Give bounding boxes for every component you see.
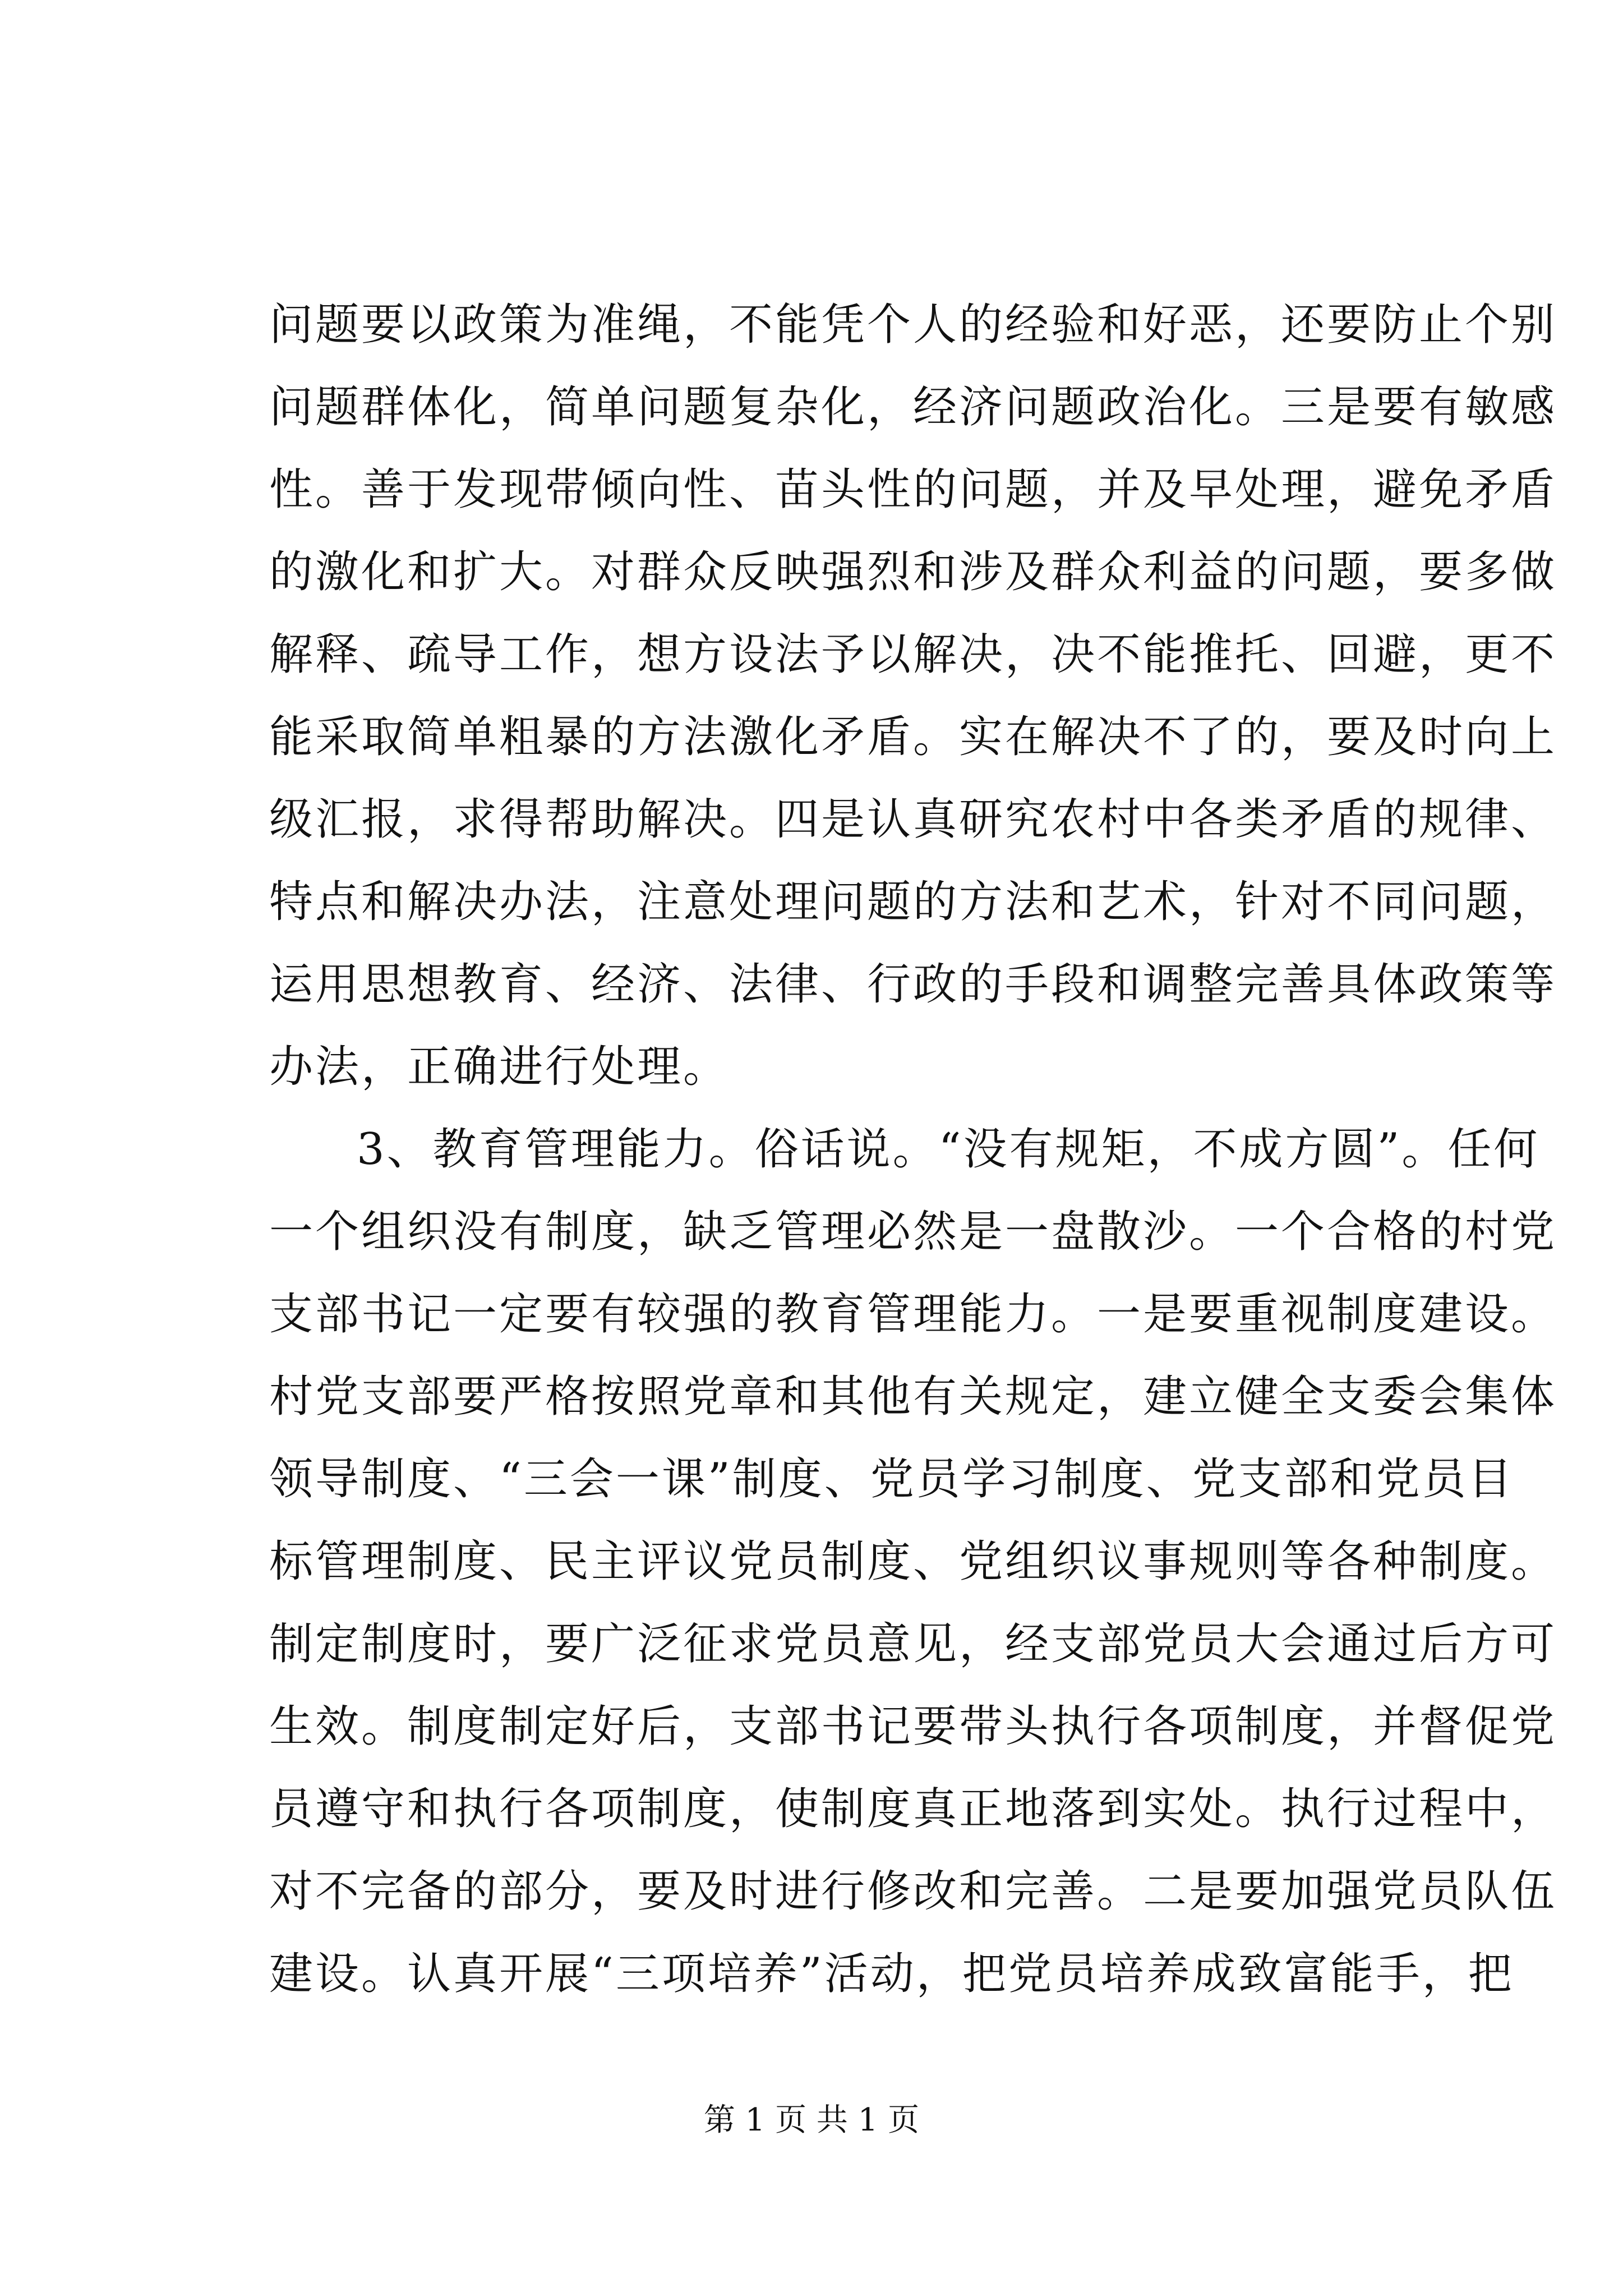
- text-line: 对不完备的部分，要及时进行修改和完善。二是要加强党员队伍: [269, 1866, 1557, 1917]
- text-line: 特点和解决办法，注意处理问题的方法和艺术，针对不同问题，: [269, 877, 1557, 927]
- text-line: 制定制度时，要广泛征求党员意见，经支部党员大会通过后方可: [269, 1619, 1557, 1669]
- page-footer: [0, 2101, 1623, 2140]
- text-line: 问题要以政策为准绳，不能凭个人的经验和好恶，还要防止个别: [269, 300, 1557, 350]
- text-line: 性。善于发现带倾向性、苗头性的问题，并及早处理，避免矛盾: [269, 464, 1557, 515]
- text-line: 办法，正确进行处理。: [269, 1042, 730, 1092]
- text-line: 标管理制度、民主评议党员制度、党组织议事规则等各种制度。: [269, 1536, 1557, 1587]
- paragraph-start-line: 3、教育管理能力。俗话说。“没有规矩，不成方圆”。任何: [357, 1124, 1540, 1175]
- text-line: 一个组织没有制度，缺乏管理必然是一盘散沙。一个合格的村党: [269, 1207, 1557, 1257]
- text-line: 的激化和扩大。对群众反映强烈和涉及群众利益的问题，要多做: [269, 547, 1557, 597]
- text-line: 级汇报，求得帮助解决。四是认真研究农村中各类矛盾的规律、: [269, 794, 1557, 845]
- text-line: 村党支部要严格按照党章和其他有关规定，建立健全支委会集体: [269, 1372, 1557, 1422]
- text-line: 解释、疏导工作，想方设法予以解决，决不能推托、回避，更不: [269, 629, 1557, 680]
- text-line: 员遵守和执行各项制度，使制度真正地落到实处。执行过程中，: [269, 1784, 1557, 1834]
- text-line: 运用思想教育、经济、法律、行政的手段和调整完善具体政策等: [269, 959, 1557, 1010]
- text-line: 问题群体化，简单问题复杂化，经济问题政治化。三是要有敏感: [269, 382, 1557, 432]
- text-line: 生效。制度制定好后，支部书记要带头执行各项制度，并督促党: [269, 1701, 1557, 1752]
- text-line: 领导制度、“三会一课”制度、党员学习制度、党支部和党员目: [269, 1454, 1514, 1504]
- body-text: [269, 284, 1557, 2016]
- page-number: 第 1 页 共 1 页: [703, 2102, 920, 2138]
- text-line: 建设。认真开展“三项培养”活动，把党员培养成致富能手，把: [269, 1949, 1514, 1999]
- text-line: 能采取简单粗暴的方法激化矛盾。实在解决不了的，要及时向上: [269, 712, 1557, 762]
- text-line: 支部书记一定要有较强的教育管理能力。一是要重视制度建设。: [269, 1289, 1557, 1340]
